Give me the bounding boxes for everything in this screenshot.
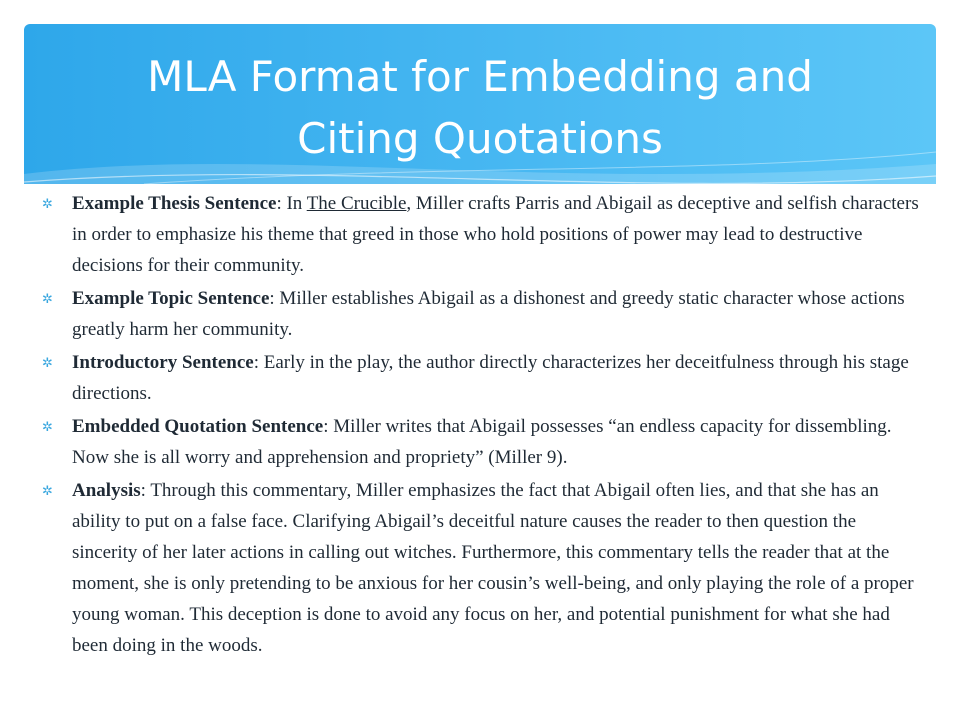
bullet-text: : Through this commentary, Miller emphasizes the fact that Abigail often lies, and that she has an ability to put on a false face. Clarifying Abigail’s deceitful nature causes the reader to then question the sincerity of her later actions in calling out witches. Furthermore, this commentary tells the reader that at the moment, she is only pretending to be anxious for her cousin’s well-being, and only playing the role of a proper young woman. This deception is done to avoid any focus on her, and potential punishment for what she had been doing in the woods. <box>72 480 914 656</box>
star-icon: ✲ <box>42 420 53 435</box>
star-icon: ✲ <box>42 484 53 499</box>
title-banner <box>24 24 936 184</box>
bullet-embedded-quotation <box>40 411 920 473</box>
slide-title-line2: Citing Quotations <box>297 114 663 163</box>
slide-title-line1: MLA Format for Embedding and <box>147 52 813 101</box>
work-title: The Crucible <box>306 193 407 214</box>
star-icon: ✲ <box>42 197 53 212</box>
star-icon: ✲ <box>42 292 53 307</box>
bullet-list <box>40 188 920 661</box>
star-icon: ✲ <box>42 356 53 371</box>
bullet-label: Example Topic Sentence <box>72 288 270 309</box>
bullet-label: Example Thesis Sentence <box>72 193 277 214</box>
slide-title <box>24 46 936 170</box>
bullet-sep: : In <box>276 193 307 214</box>
bullet-topic-sentence <box>40 283 920 345</box>
bullet-text: , Miller crafts Parris and Abigail as deceptive and selfish characters in order to emphasize his theme that greed in those who hold positions of power may lead to destructive decisions for their community. <box>72 193 919 276</box>
bullet-introductory-sentence <box>40 347 920 409</box>
bullet-label: Analysis <box>72 480 141 501</box>
bullet-text: : Early in the play, the author directly characterizes her deceitfulness through his stage directions. <box>72 352 909 404</box>
bullet-thesis-sentence <box>40 188 920 281</box>
bullet-analysis <box>40 475 920 661</box>
bullet-label: Embedded Quotation Sentence <box>72 416 324 437</box>
bullet-text: : Miller writes that Abigail possesses “an endless capacity for dissembling. Now she is all worry and apprehension and propriety” (Miller 9). <box>72 416 892 468</box>
bullet-text: : Miller establishes Abigail as a dishonest and greedy static character whose actions greatly harm her community. <box>72 288 905 340</box>
bullet-label: Introductory Sentence <box>72 352 254 373</box>
